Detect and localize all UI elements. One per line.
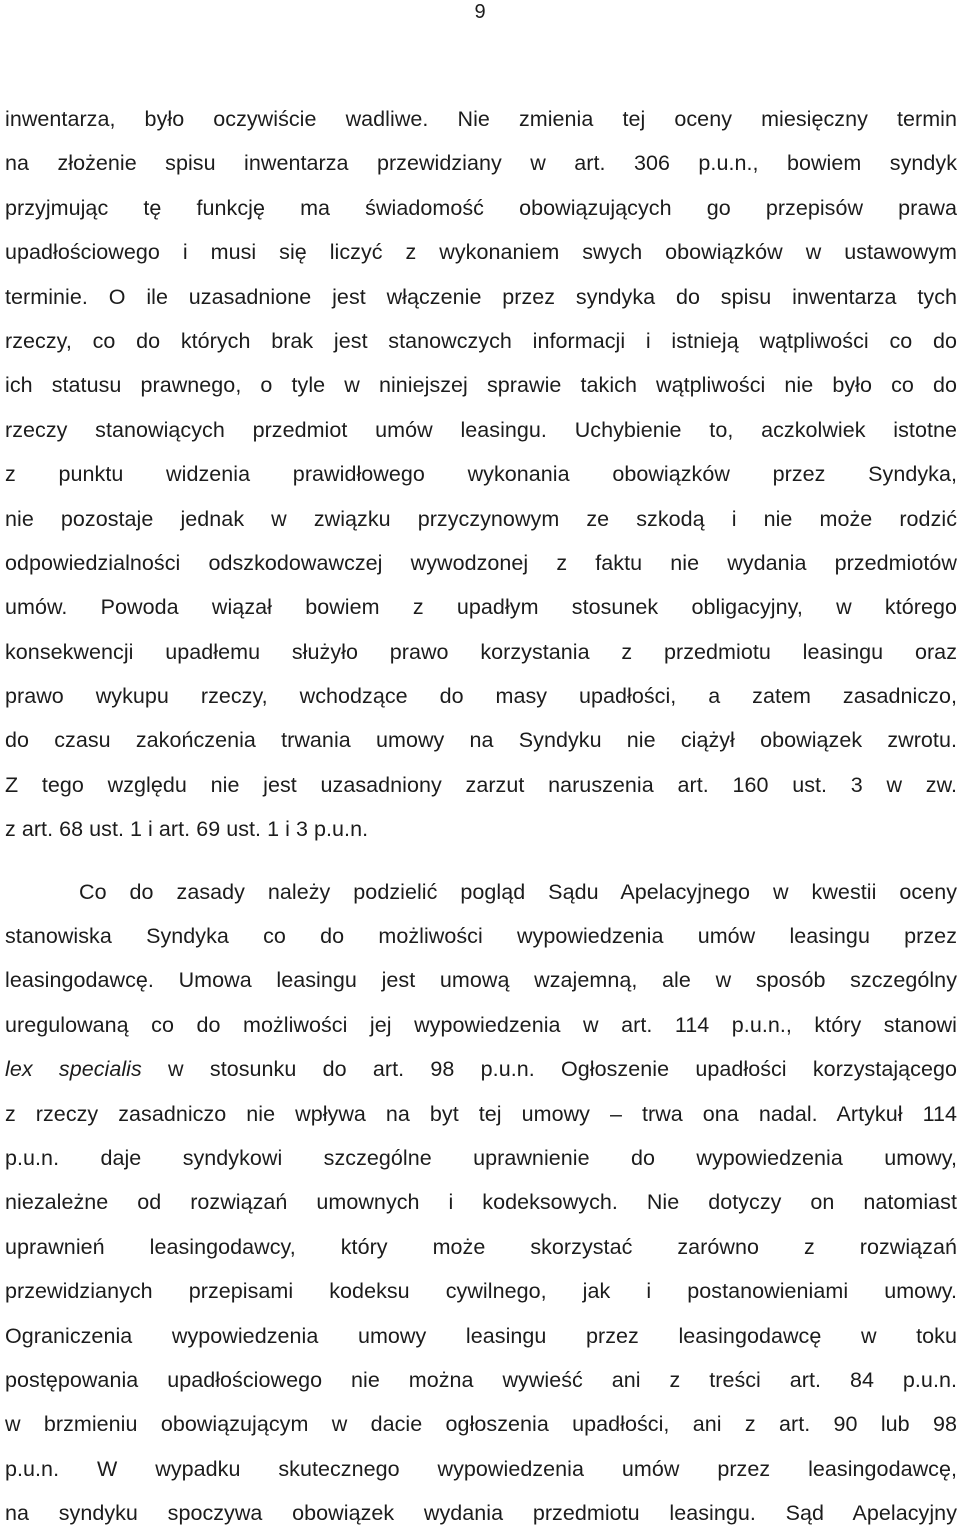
text-line: przewidzianych przepisami kodeksu cywilnego, jak i postanowieniami umowy. bbox=[5, 1279, 957, 1304]
text-line: upadłościowego i musi się liczyć z wykonaniem swych obowiązków w ustawowym bbox=[5, 240, 957, 265]
paragraph-2 bbox=[5, 870, 957, 1536]
text-line-content: Co do zasady należy podzielić pogląd Sądu Apelacyjnego w kwestii oceny bbox=[79, 879, 957, 904]
text-line: w brzmieniu obowiązującym w dacie ogłoszenia upadłości, ani z art. 90 lub 98 bbox=[5, 1412, 957, 1437]
text-line: uprawnień leasingodawcy, który może skorzystać zarówno z rozwiązań bbox=[5, 1234, 957, 1259]
text-line: leasingodawcę. Umowa leasingu jest umową wzajemną, ale w sposób szczególny bbox=[5, 968, 957, 993]
text-line: rzeczy stanowiących przedmiot umów leasingu. Uchybienie to, aczkolwiek istotne bbox=[5, 417, 957, 442]
paragraph-1 bbox=[5, 97, 957, 852]
text-line: z art. 68 ust. 1 i art. 69 ust. 1 i 3 p.u.n. bbox=[5, 817, 369, 842]
text-line: p.u.n. daje syndykowi szczególne uprawnienie do wypowiedzenia umowy, bbox=[5, 1145, 957, 1170]
page-number: 9 bbox=[474, 1, 486, 23]
text-line: niezależne od rozwiązań umownych i kodeksowych. Nie dotyczy on natomiast bbox=[5, 1190, 957, 1215]
text-line: terminie. O ile uzasadnione jest włączenie przez syndyka do spisu inwentarza tych bbox=[5, 284, 957, 309]
text-line: z rzeczy zasadniczo nie wpływa na byt tej umowy – trwa ona nadal. Artykuł 114 bbox=[5, 1101, 957, 1126]
text-line: do czasu zakończenia trwania umowy na Syndyku nie ciążył obowiązek zwrotu. bbox=[5, 728, 957, 753]
text-line: uregulowaną co do możliwości jej wypowiedzenia w art. 114 p.u.n., który stanowi bbox=[5, 1012, 957, 1037]
text-line: ich statusu prawnego, o tyle w niniejszej sprawie takich wątpliwości nie było co do bbox=[5, 373, 957, 398]
document-body bbox=[5, 97, 957, 1536]
text-line: odpowiedzialności odszkodowawczej wywodzonej z faktu nie wydania przedmiotów bbox=[5, 550, 957, 575]
text-line: z punktu widzenia prawidłowego wykonania obowiązków przez Syndyka, bbox=[5, 462, 957, 487]
latin-term-italic: lex specialis bbox=[5, 1057, 142, 1082]
text-line: inwentarza, było oczywiście wadliwe. Nie zmienia tej oceny miesięczny termin bbox=[5, 107, 957, 131]
text-line: nie pozostaje jednak w związku przyczynowym ze szkodą i nie może rodzić bbox=[5, 506, 957, 531]
text-line-content: w stosunku do art. 98 p.u.n. Ogłoszenie upadłości korzystającego bbox=[141, 1057, 957, 1082]
text-line: na złożenie spisu inwentarza przewidziany w art. 306 p.u.n., bowiem syndyk bbox=[5, 151, 957, 176]
text-line: Z tego względu nie jest uzasadniony zarzut naruszenia art. 160 ust. 3 w zw. bbox=[5, 772, 957, 797]
text-line bbox=[5, 1047, 957, 1091]
text-line: prawo wykupu rzeczy, wchodzące do masy upadłości, a zatem zasadniczo, bbox=[5, 684, 957, 709]
text-line-indented bbox=[5, 870, 957, 914]
text-line: umów. Powoda wiązał bowiem z upadłym stosunek obligacyjny, w którego bbox=[5, 595, 957, 620]
text-line: przyjmując tę funkcję ma świadomość obowiązujących go przepisów prawa bbox=[5, 195, 957, 220]
paragraph-spacer bbox=[5, 852, 957, 870]
text-line: stanowiska Syndyka co do możliwości wypowiedzenia umów leasingu przez bbox=[5, 924, 957, 949]
text-line: postępowania upadłościowego nie można wywieść ani z treści art. 84 p.u.n. bbox=[5, 1367, 957, 1392]
text-line: rzeczy, co do których brak jest stanowczych informacji i istnieją wątpliwości co do bbox=[5, 328, 957, 353]
text-line: p.u.n. W wypadku skutecznego wypowiedzenia umów przez leasingodawcę, bbox=[5, 1456, 957, 1481]
text-line: Ograniczenia wypowiedzenia umowy leasingu przez leasingodawcę w toku bbox=[5, 1323, 957, 1348]
text-line: konsekwencji upadłemu służyło prawo korzystania z przedmiotu leasingu oraz bbox=[5, 639, 957, 664]
text-line: na syndyku spoczywa obowiązek wydania przedmiotu leasingu. Sąd Apelacyjny bbox=[5, 1501, 957, 1526]
